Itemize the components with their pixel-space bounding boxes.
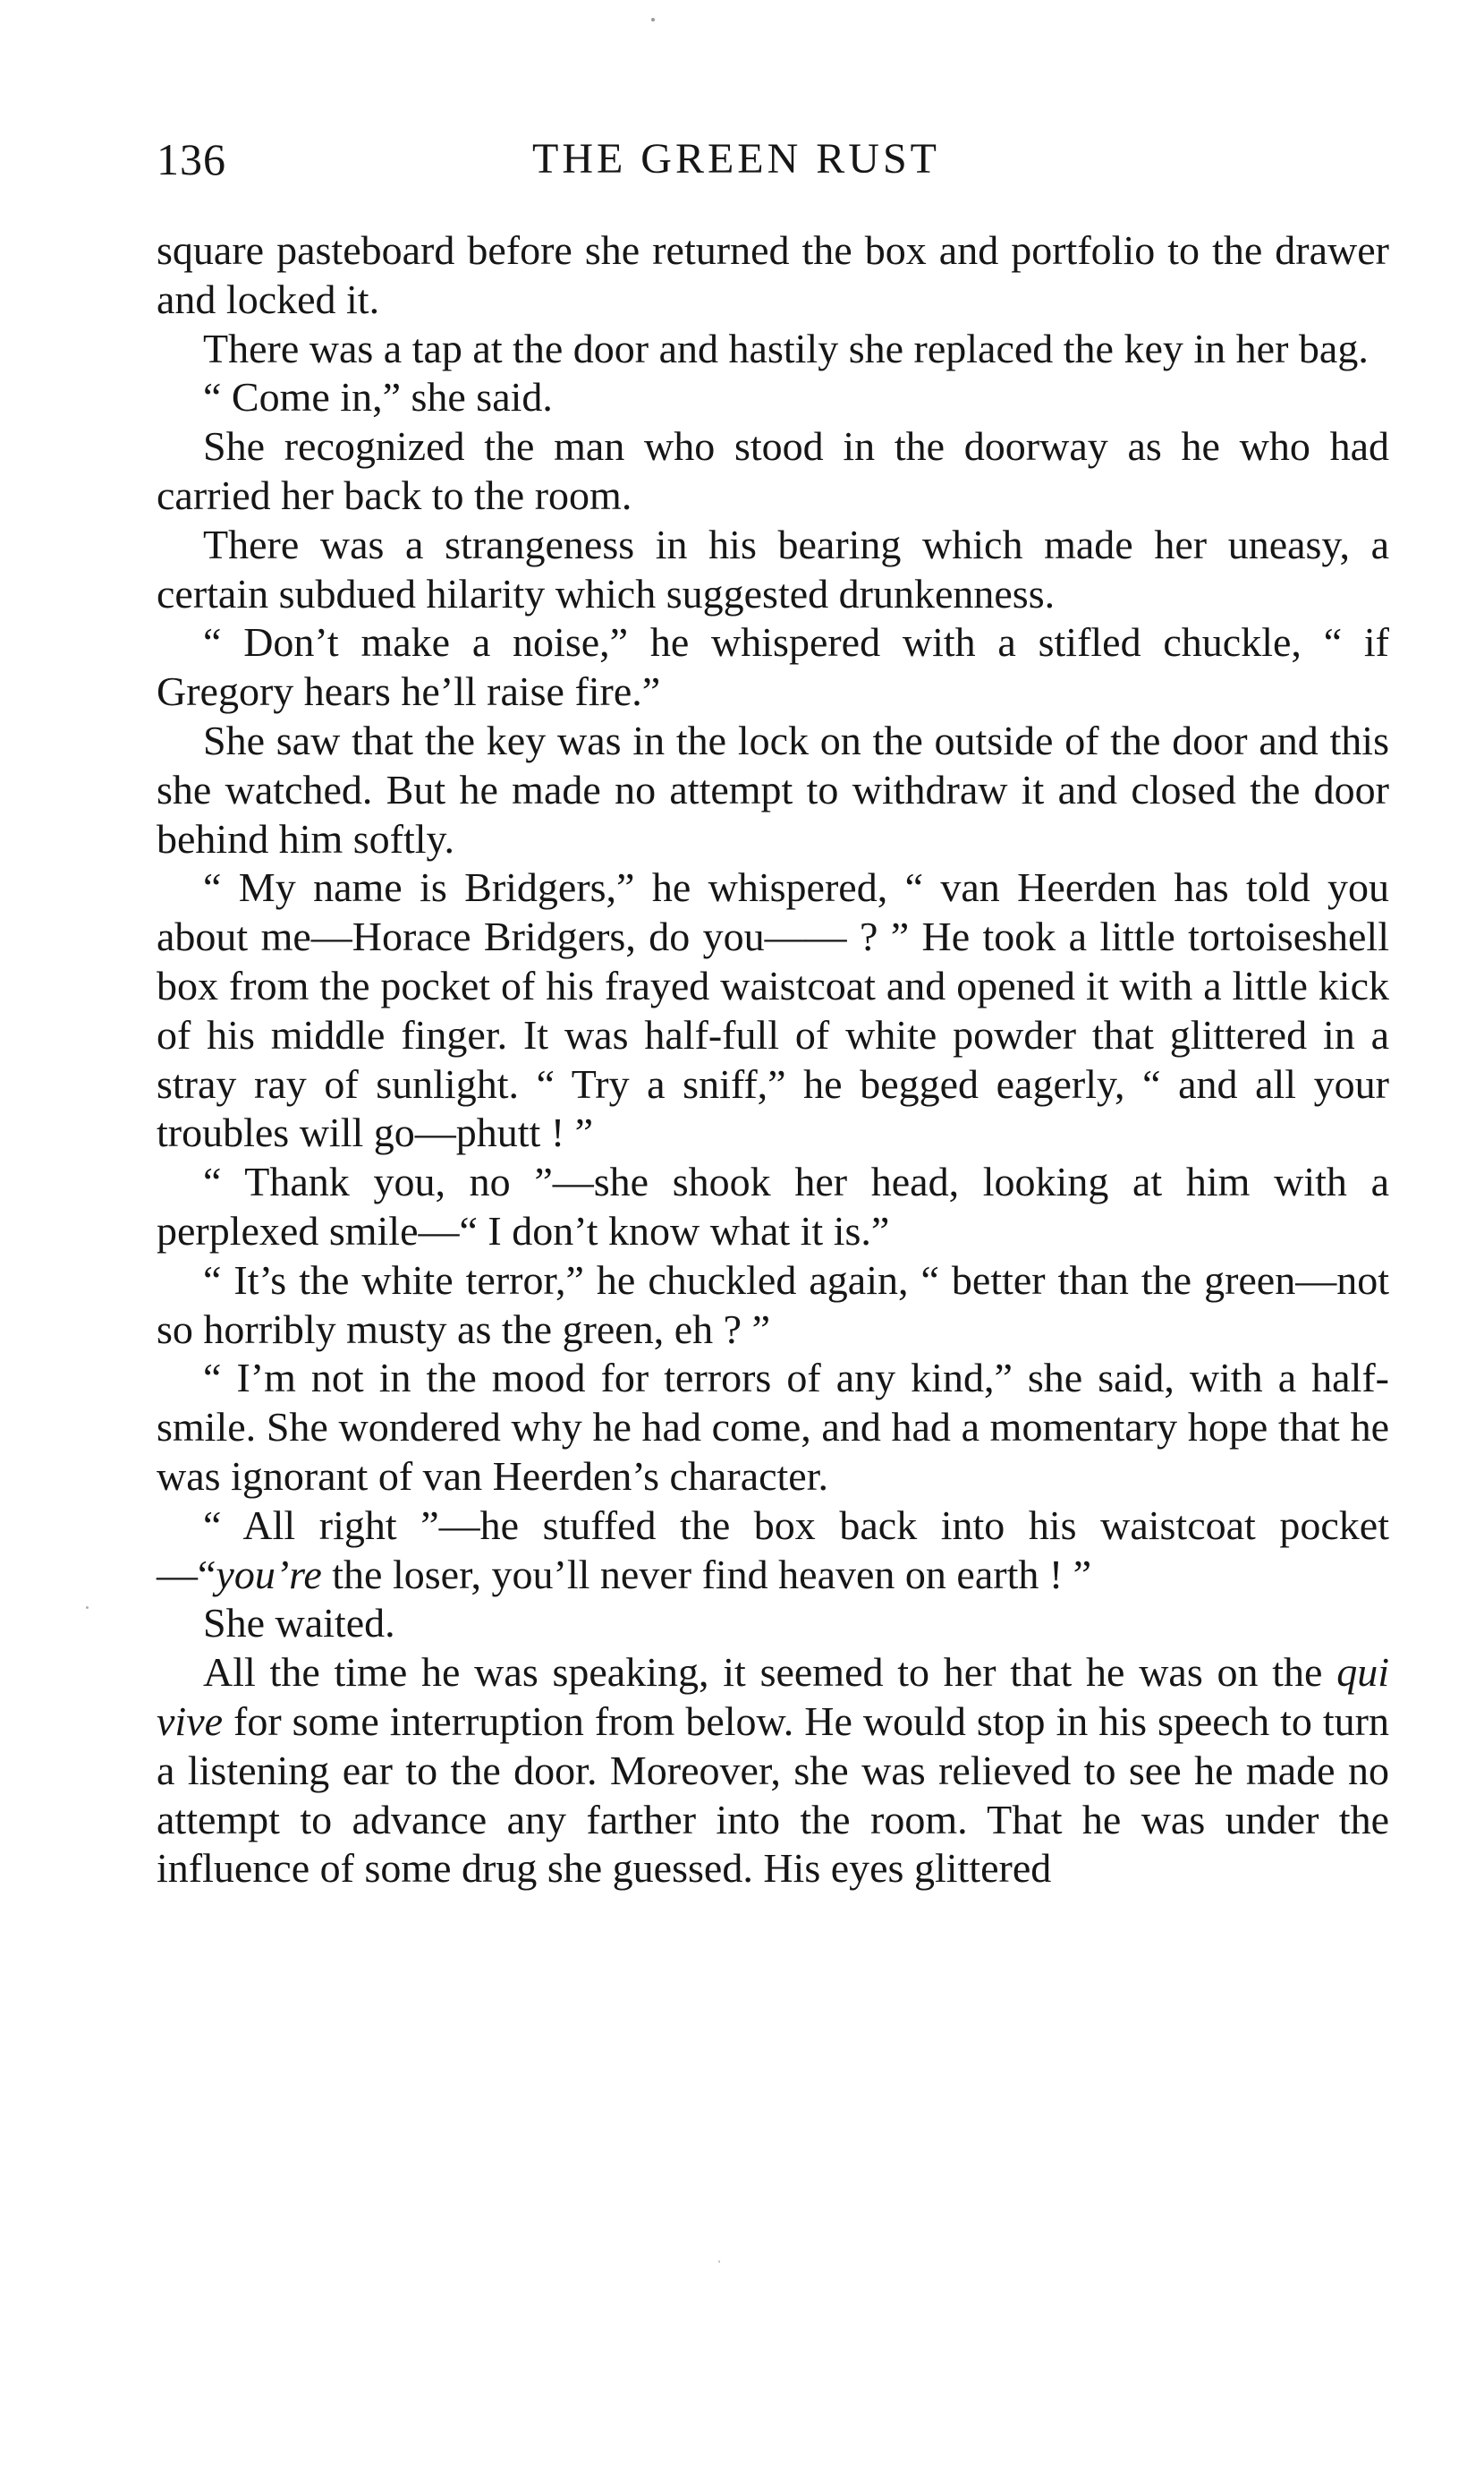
paragraph: “ It’s the white terror,” he chuckled again, “ better than the green—not so horribly musty as the green, eh ? ” bbox=[157, 1256, 1389, 1352]
paragraph: “ Come in,” she said. bbox=[203, 374, 553, 421]
page-number: 136 bbox=[157, 134, 226, 184]
page-header bbox=[157, 132, 1391, 195]
paragraph: “ My name is Bridgers,” he whispered, “ van Heerden has told you about me—Horace Bridgers, do you—— ? ” He took a little tortoiseshell box from the pocket of his frayed waistcoat and opened it with a little kick of his middle finger. It was half-full of white powder that glittered in a stray ray of sunlight. “ Try a sniff,” he begged eagerly, “ and all your troubles will go—phutt ! ” bbox=[157, 864, 1389, 1156]
paragraph bbox=[157, 1648, 1389, 1893]
print-speck bbox=[651, 18, 655, 21]
paragraph: There was a strangeness in his bearing which made her uneasy, a certain subdued hilarity which suggested drunkenness. bbox=[157, 521, 1389, 617]
paragraph: “ I’m not in the mood for terrors of any kind,” she said, with a half-smile. She wondered why he had come, and had a momentary hope that he was ignorant of van Heerden’s character. bbox=[157, 1355, 1389, 1499]
paragraph: She recognized the man who stood in the doorway as he who had carried her back to the room. bbox=[157, 423, 1389, 518]
paragraph: She waited. bbox=[203, 1600, 395, 1646]
paragraph: “ Don’t make a noise,” he whispered with a stifled chuckle, “ if Gregory hears he’ll raise fire.” bbox=[157, 619, 1389, 715]
paragraph: square pasteboard before she returned the box and portfolio to the drawer and locked it. bbox=[157, 227, 1389, 322]
body-text bbox=[157, 226, 1389, 1893]
paragraph bbox=[157, 1501, 1389, 1600]
paragraph: She saw that the key was in the lock on the outside of the door and this she watched. But he made no attempt to withdraw it and closed the door behind him softly. bbox=[157, 717, 1389, 862]
paragraph: “ Thank you, no ”—she shook her head, looking at him with a perplexed smile—“ I don’t know what it is.” bbox=[157, 1159, 1389, 1254]
paragraph-text: for some interruption from below. He would stop in his speech to turn a listening ear to the door. Moreover, she was relieved to see he made no attempt to advance any farther into the room. That he was under the influence of some drug she guessed. His eyes glittered bbox=[157, 1697, 1389, 1892]
italic-phrase: qui vive bbox=[157, 1649, 1389, 1744]
running-title: THE GREEN RUST bbox=[532, 135, 940, 183]
print-speck bbox=[86, 1606, 89, 1609]
paragraph-text: the loser, you’ll never find heaven on earth ! ” bbox=[321, 1551, 1092, 1597]
print-speck bbox=[718, 2260, 720, 2263]
paragraph-text: All the time he was speaking, it seemed to her that he was on the bbox=[203, 1649, 1337, 1696]
paragraph-text: “ All right ”—he stuffed the box back into his waistcoat pocket—“ bbox=[157, 1501, 1389, 1597]
italic-phrase: you’re bbox=[216, 1551, 322, 1597]
paragraph: There was a tap at the door and hastily she replaced the key in her bag. bbox=[203, 325, 1369, 371]
